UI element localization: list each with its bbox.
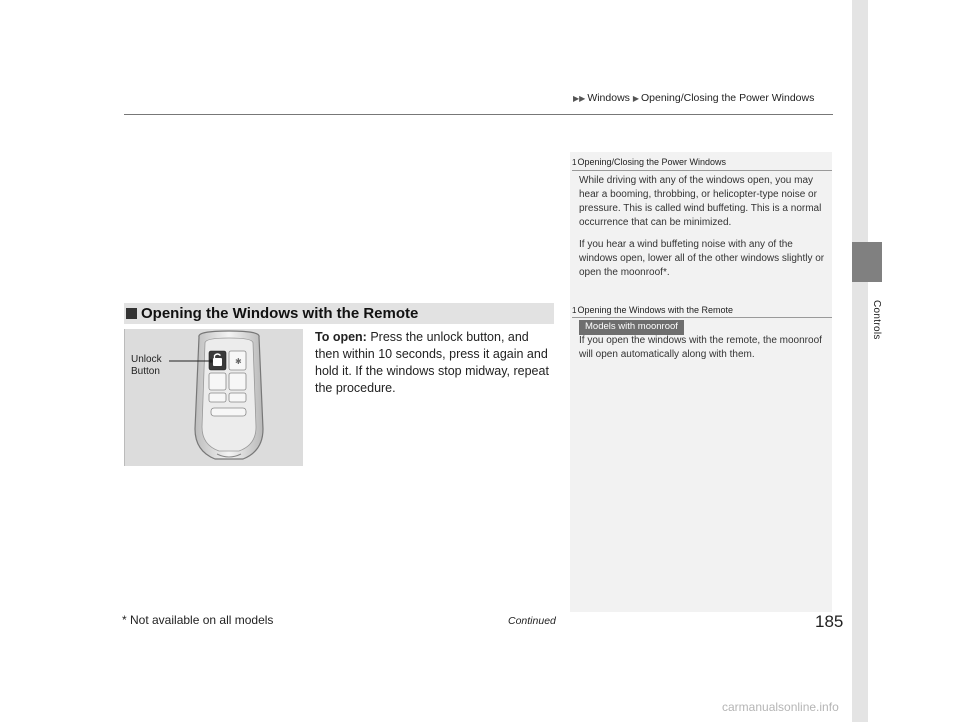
note-divider xyxy=(572,317,832,318)
triangle-right-icon: ▶▶ xyxy=(573,94,586,103)
note-body xyxy=(579,174,827,288)
header-divider xyxy=(124,114,833,115)
note-paragraph: If you hear a wind buffeting noise with any of the windows open, lower all of the other windows slightly or open the moonroof*. xyxy=(579,239,825,278)
note-divider xyxy=(572,170,832,171)
svg-text:✱: ✱ xyxy=(235,357,242,366)
breadcrumb-windows[interactable]: Windows xyxy=(587,92,630,104)
note-paragraph: If you open the windows with the remote, the moonroof will open automatically along with them. xyxy=(579,335,822,360)
note-paragraph: While driving with any of the windows open, you may hear a booming, throbbing, or helicopter-type noise or pressure. This is called wind buffeting. This is a normal occurrence that can be minimized. xyxy=(579,175,822,228)
note-ref-icon: 1 xyxy=(572,158,577,167)
remote-key-fob-icon xyxy=(125,329,303,466)
instruction-text xyxy=(315,329,555,397)
side-tab-label[interactable]: Controls xyxy=(871,300,882,340)
page-number: 185 xyxy=(815,612,844,631)
unlock-button-callout: Unlock Button xyxy=(131,354,162,377)
breadcrumb xyxy=(573,92,814,104)
continued-label: Continued xyxy=(508,615,556,627)
section-heading: Opening the Windows with the Remote xyxy=(124,303,554,324)
watermark: carmanualsonline.info xyxy=(722,700,839,714)
side-tab-marker xyxy=(852,242,882,282)
instruction-body: Press the unlock button, and then within 10 seconds, press it again and hold it. If the windows stop midway, repeat the procedure. xyxy=(315,330,549,395)
footnote: * Not available on all models xyxy=(122,613,274,627)
breadcrumb-current[interactable]: Opening/Closing the Power Windows xyxy=(641,92,815,104)
side-tab-bar xyxy=(852,0,868,722)
note-ref-icon: 1 xyxy=(572,306,577,315)
note-body xyxy=(579,334,827,370)
note-title: 1Opening the Windows with the Remote xyxy=(572,305,734,315)
triangle-right-icon: ▶ xyxy=(632,94,639,103)
remote-fob-figure xyxy=(124,329,303,466)
instruction-lead: To open: xyxy=(315,330,367,344)
square-bullet-icon xyxy=(126,308,137,319)
note-title: 1Opening/Closing the Power Windows xyxy=(572,157,727,167)
models-badge: Models with moonroof xyxy=(579,320,684,335)
